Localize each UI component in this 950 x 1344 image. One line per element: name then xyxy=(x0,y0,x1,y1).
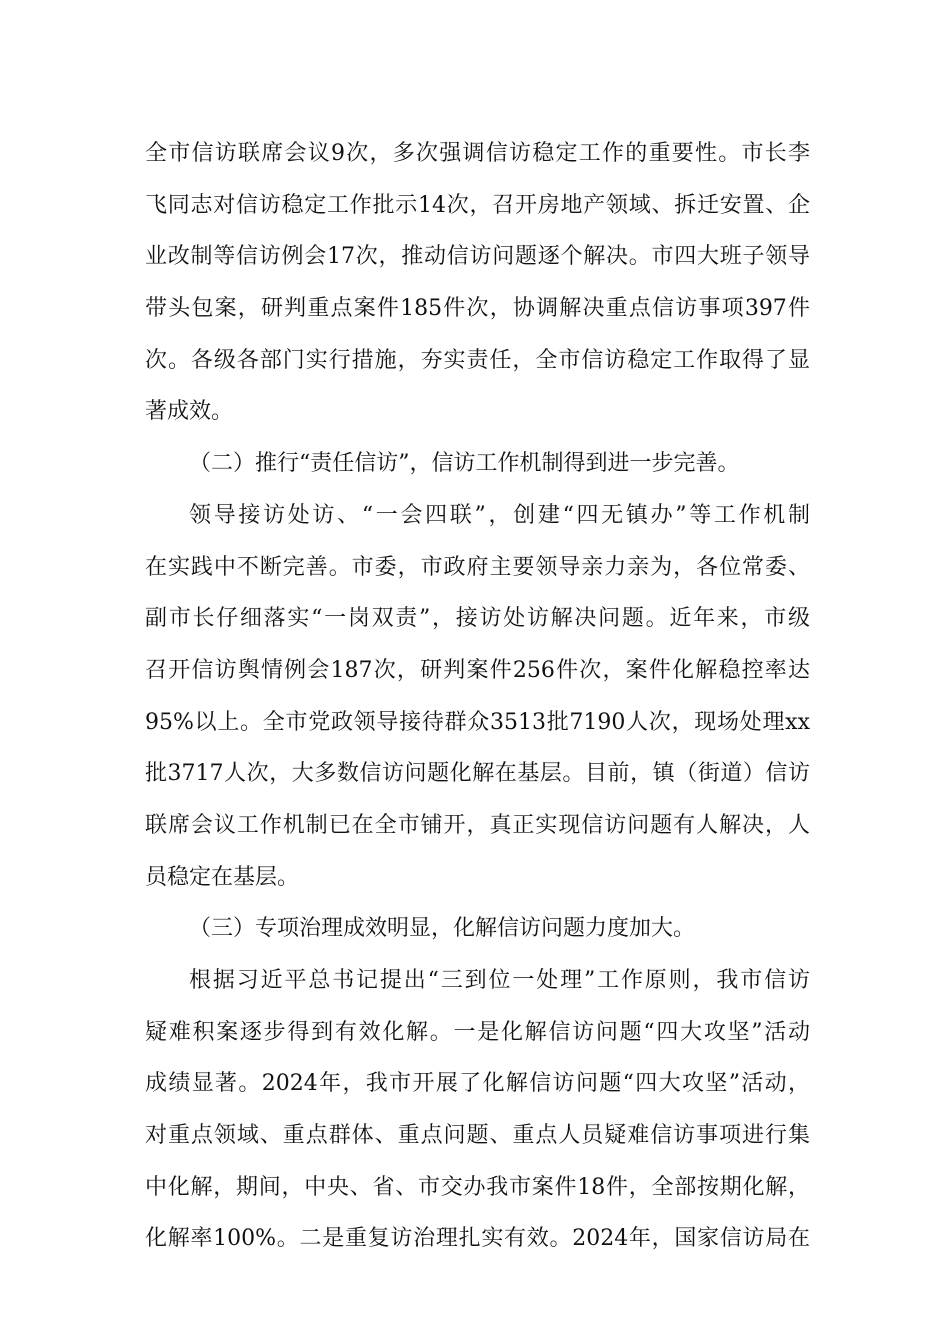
text-line: 化解率100%。二是重复访治理扎实有效。2024年，国家信访局在 xyxy=(145,1226,810,1252)
text-line: 副市长仔细落实“一岗双责”，接访处访解决问题。近年来，市级 xyxy=(145,606,810,632)
text-line: 联席会议工作机制已在全市铺开，真正实现信访问题有人解决，人 xyxy=(145,812,810,838)
text-line: 成绩显著。2024年，我市开展了化解信访问题“四大攻坚”活动， xyxy=(145,1071,810,1097)
section-heading: （三）专项治理成效明显，化解信访问题力度加大。 xyxy=(189,916,696,942)
text-line: 员稳定在基层。 xyxy=(145,864,300,890)
section-heading: （二）推行“责任信访”，信访工作机制得到进一步完善。 xyxy=(189,451,740,477)
text-line: 著成效。 xyxy=(145,399,234,425)
text-line: 95%以上。全市党政领导接待群众3513批7190人次，现场处理xx xyxy=(145,709,810,735)
paragraph-first-line: 领导接访处访、“一会四联”，创建“四无镇办”等工作机制 xyxy=(189,502,810,528)
text-line: 带头包案，研判重点案件185件次，协调解决重点信访事项397件 xyxy=(145,296,810,322)
document-body xyxy=(145,128,810,1265)
text-line: 批3717人次，大多数信访问题化解在基层。目前，镇（街道）信访 xyxy=(145,761,810,787)
text-line: 疑难积案逐步得到有效化解。一是化解信访问题“四大攻坚”活动 xyxy=(145,1019,810,1045)
text-line: 在实践中不断完善。市委，市政府主要领导亲力亲为，各位常委、 xyxy=(145,554,810,580)
text-line: 中化解，期间，中央、省、市交办我市案件18件，全部按期化解， xyxy=(145,1174,810,1200)
text-line: 对重点领域、重点群体、重点问题、重点人员疑难信访事项进行集 xyxy=(145,1123,810,1149)
text-line: 全市信访联席会议9次，多次强调信访稳定工作的重要性。市长李 xyxy=(145,141,810,166)
paragraph-first-line: 根据习近平总书记提出“三到位一处理”工作原则，我市信访 xyxy=(189,968,810,993)
text-line: 飞同志对信访稳定工作批示14次，召开房地产领域、拆迁安置、企 xyxy=(145,192,810,218)
text-line: 次。各级各部门实行措施，夯实责任，全市信访稳定工作取得了显 xyxy=(145,347,810,373)
text-line: 业改制等信访例会17次，推动信访问题逐个解决。市四大班子领导 xyxy=(145,244,810,270)
text-line: 召开信访舆情例会187次，研判案件256件次，案件化解稳控率达 xyxy=(145,657,810,683)
